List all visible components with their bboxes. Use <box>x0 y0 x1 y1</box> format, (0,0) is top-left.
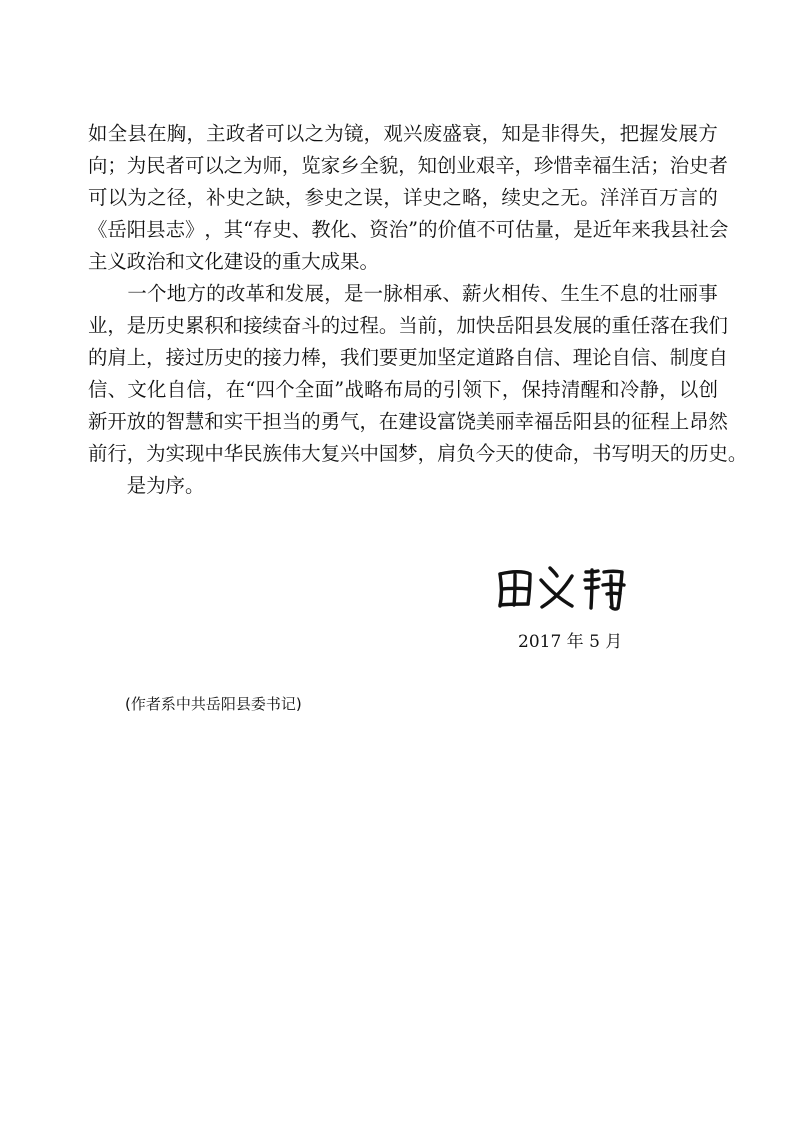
body-line: 如 全 县 在 胸 ， 主 政 者 可 以 之 为 镜 ， 观 兴 废 盛 衰 ， 知 是 非 得 失 ， 把 握 发 展 方 <box>88 122 718 145</box>
handwritten-signature <box>490 558 630 614</box>
body-line: 业 ， 是 历 史 累 积 和 接 续 奋 斗 的 过 程 。 当 前 ， 加 快 岳 阳 县 发 展 的 重 任 落 在 我 们 <box>88 314 728 337</box>
body-line: 是为序。 <box>88 474 205 497</box>
body-line: 的 肩 上 ， 接 过 历 史 的 接 力 棒 ， 我 们 要 更 加 坚 定 道 路 自 信 、 理 论 自 信 、 制 度 自 <box>88 346 728 369</box>
body-line: 信 、 文 化 自 信 ， 在 “ 四 个 全 面 ” 战 略 布 局 的 引 领 下 ， 保 持 清 醒 和 冷 静 ， 以 创 <box>88 378 718 401</box>
body-line: 一 个 地 方 的 改 革 和 发 展 ， 是 一 脉 相 承 、 薪 火 相 传 、 生 生 不 息 的 壮 丽 事 <box>127 282 718 305</box>
body-line: 新 开 放 的 智 慧 和 实 干 担 当 的 勇 气 ， 在 建 设 富 饶 美 丽 幸 福 岳 阳 县 的 征 程 上 昂 然 <box>88 410 728 433</box>
body-line: 可 以 为 之 径 ， 补 史 之 缺 ， 参 史 之 误 ， 详 史 之 略 ， 续 史 之 无 。 洋 洋 百 万 言 的 <box>88 186 718 209</box>
body-line: 向 ； 为 民 者 可 以 之 为 师 ， 览 家 乡 全 貌 ， 知 创 业 艰 辛 ， 珍 惜 幸 福 生 活 ； 治 史 者 <box>88 154 728 177</box>
date-line: 2017 年 5 月 <box>518 632 623 652</box>
body-line: 《 岳 阳 县 志 》 ， 其 “ 存 史 、 教 化 、 资 治 ” 的 价 值 不 可 估 量 ， 是 近 年 来 我 县 社 会 <box>88 218 729 241</box>
body-line: 主义政治和文化建设的重大成果。 <box>88 250 379 273</box>
author-note: (作者系中共岳阳县委书记) <box>125 695 302 713</box>
body-line: 前 行 ， 为 实 现 中 华 民 族 伟 大 复 兴 中 国 梦 ， 肩 负 今 天 的 使 命 ， 书 写 明 天 的 历 史 。 <box>88 442 748 465</box>
